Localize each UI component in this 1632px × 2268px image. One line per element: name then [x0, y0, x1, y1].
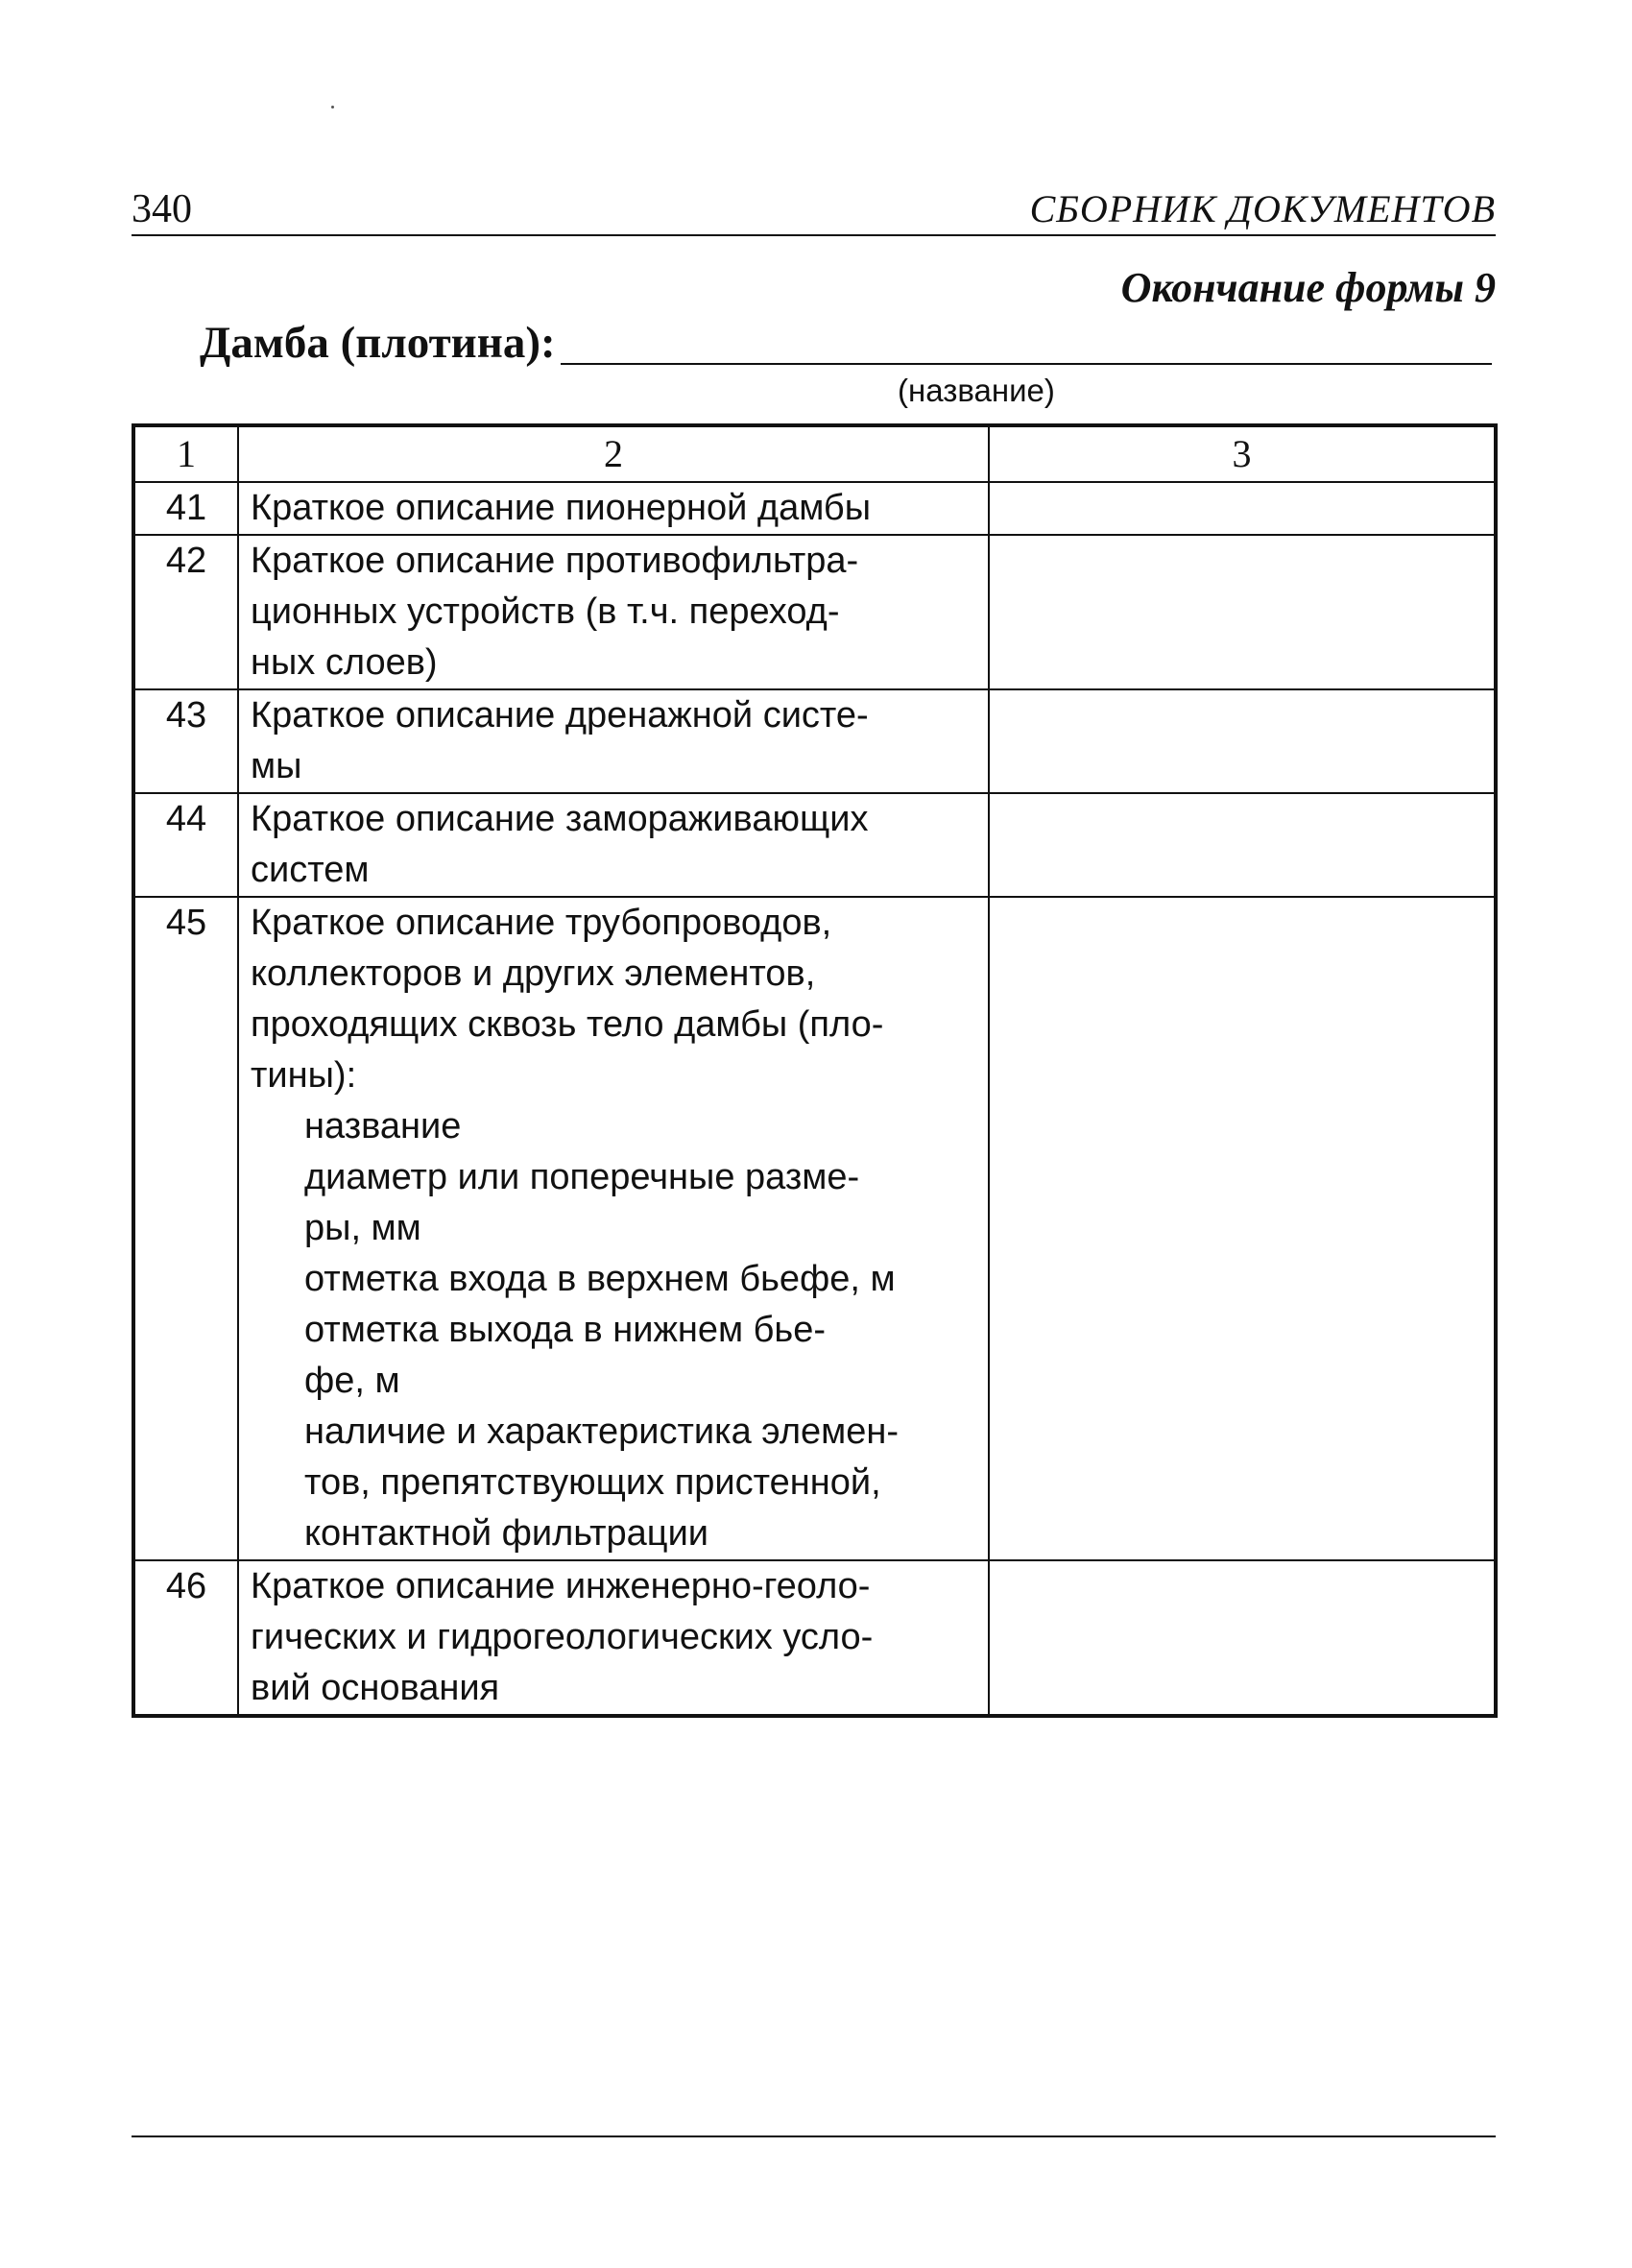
- sub-item-line: фе, м: [304, 1361, 400, 1401]
- row-description: [238, 793, 989, 897]
- description-line: ных слоев): [251, 642, 438, 683]
- dam-name-caption: (название): [898, 373, 1055, 408]
- row-number: 41: [133, 482, 238, 535]
- description-line: ционных устройств (в т.ч. переход-: [251, 591, 840, 632]
- row-description: [238, 897, 989, 1560]
- row-value-cell[interactable]: [989, 535, 1496, 689]
- running-title: СБОРНИК ДОКУМЕНТОВ: [1029, 187, 1496, 230]
- page-number: 340: [132, 187, 192, 231]
- row-value-cell[interactable]: [989, 482, 1496, 535]
- row-number: 44: [133, 793, 238, 897]
- header-col-1: 1: [133, 425, 238, 482]
- row-number: 46: [133, 1560, 238, 1716]
- description-line: Краткое описание трубопроводов,: [251, 903, 832, 943]
- sub-item-line: ры, мм: [304, 1208, 421, 1248]
- form-table: [132, 423, 1498, 1718]
- sub-item-line: отметка выхода в нижнем бье-: [304, 1310, 827, 1350]
- description-line: вий основания: [251, 1668, 500, 1708]
- row-description: [238, 482, 989, 535]
- scan-speck: [331, 106, 334, 109]
- header-col-3: 3: [989, 425, 1496, 482]
- description-line: Краткое описание замораживающих: [251, 799, 869, 839]
- row-value-cell[interactable]: [989, 689, 1496, 793]
- description-line: гических и гидрогеологических усло-: [251, 1617, 874, 1657]
- table-row: [133, 689, 1496, 793]
- table-row: [133, 535, 1496, 689]
- row-description: [238, 689, 989, 793]
- sub-item-line: отметка входа в верхнем бьефе, м: [304, 1259, 896, 1299]
- footer-rule: [132, 2135, 1496, 2137]
- table-row: [133, 482, 1496, 535]
- header-rule: [132, 234, 1496, 236]
- dam-label: Дамба (плотина):: [200, 318, 556, 368]
- row-value-cell[interactable]: [989, 1560, 1496, 1716]
- table-header-row: [133, 425, 1496, 482]
- dam-name-blank[interactable]: [561, 363, 1492, 365]
- sub-item-line: наличие и характеристика элемен-: [304, 1411, 900, 1452]
- row-number: 45: [133, 897, 238, 1560]
- row-description: [238, 1560, 989, 1716]
- description-line: тины):: [251, 1055, 357, 1096]
- description-line: коллекторов и других элементов,: [251, 953, 816, 994]
- header-col-2: 2: [238, 425, 989, 482]
- description-line: Краткое описание инженерно-геоло-: [251, 1566, 871, 1606]
- form-end-label: Окончание формы 9: [1120, 264, 1496, 311]
- row-description: [238, 535, 989, 689]
- sub-item-line: название: [304, 1106, 462, 1146]
- row-number: 43: [133, 689, 238, 793]
- table-row: [133, 1560, 1496, 1716]
- table-row: [133, 897, 1496, 1560]
- description-line: Краткое описание противофильтра-: [251, 541, 859, 581]
- description-line: проходящих сквозь тело дамбы (пло-: [251, 1004, 884, 1045]
- description-line: Краткое описание пионерной дамбы: [251, 488, 871, 528]
- row-value-cell[interactable]: [989, 793, 1496, 897]
- sub-item-line: тов, препятствующих пристенной,: [304, 1462, 881, 1503]
- row-number: 42: [133, 535, 238, 689]
- description-line: Краткое описание дренажной систе-: [251, 695, 869, 736]
- sub-item-line: контактной фильтрации: [304, 1513, 709, 1554]
- sub-item-line: диаметр или поперечные разме-: [304, 1157, 860, 1197]
- table-row: [133, 793, 1496, 897]
- row-value-cell[interactable]: [989, 897, 1496, 1560]
- description-line: мы: [251, 746, 302, 786]
- description-line: систем: [251, 850, 370, 890]
